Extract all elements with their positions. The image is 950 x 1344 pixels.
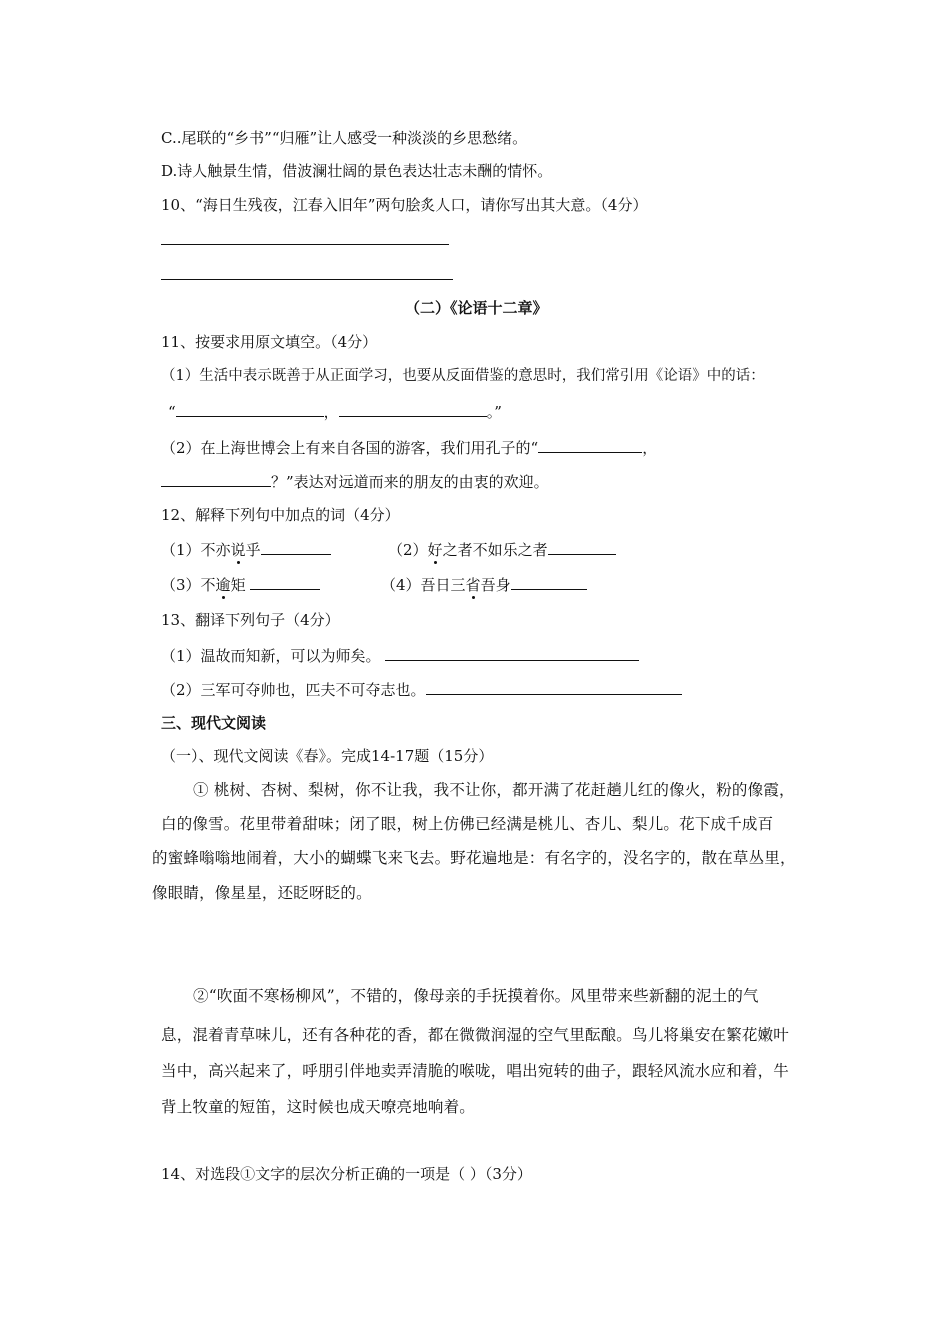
fill-blank[interactable] (261, 539, 331, 555)
question-13-sentence-1 (161, 645, 639, 666)
fill-blank[interactable] (511, 574, 587, 590)
close-quote: 。” (486, 403, 502, 421)
fill-blank[interactable] (548, 539, 616, 555)
text: （2）三军可夺帅也，匹夫不可夺志也。 (161, 681, 426, 699)
passage-p1-line-2: 白的像雪。花里带着甜味；闭了眼，树上仿佛已经满是桃儿、杏儿、梨儿。花下成千成百 (161, 815, 774, 833)
text: ？”表达对远道而来的朋友的由衷的欢迎。 (271, 473, 549, 491)
section-title-modern: 三、现代文阅读 (161, 714, 267, 732)
fill-blank[interactable] (176, 401, 324, 417)
dotted-word: 好 (427, 541, 443, 559)
fill-blank[interactable] (385, 645, 639, 661)
text: （3）不 (161, 576, 216, 594)
section-title-lunyu: （二）《论语十二章》 (405, 299, 548, 317)
text: （4）吾日三 (381, 576, 466, 594)
option-c: C..尾联的“乡书”“归雁”让人感受一种淡淡的乡思愁绪。 (161, 129, 528, 147)
question-12-item-1 (161, 539, 331, 560)
question-11-part-1: （1）生活中表示既善于从正面学习，也要从反面借鉴的意思时，我们常引用《论语》中的话： (161, 368, 765, 384)
question-12-item-2 (388, 539, 616, 560)
passage-p2-line-1: ②“吹面不寒杨柳风”，不错的，像母亲的手抚摸着你。风里带来些新翻的泥土的气 (193, 987, 759, 1005)
comma: ， (323, 403, 339, 421)
question-11: 11、按要求用原文填空。（4分） (161, 333, 378, 351)
fill-blank[interactable] (161, 471, 271, 487)
comma: ， (642, 439, 658, 457)
passage-p1-line-1: ① 桃树、杏树、梨树，你不让我，我不让你，都开满了花赶趟儿红的像火，粉的像霞， (193, 781, 795, 799)
fill-blank[interactable] (339, 401, 487, 417)
text: 之者不如乐之者 (442, 541, 548, 559)
text: （2）在上海世博会上有来自各国的游客，我们用孔子的“ (161, 439, 539, 457)
question-10: 10、“海日生残夜，江春入旧年”两句脍炙人口，请你写出其大意。（4分） (161, 196, 648, 214)
text: （1）不亦 (161, 541, 231, 559)
passage-p1-line-3: 的蜜蜂嗡嗡地闹着，大小的蝴蝶飞来飞去。野花遍地是：有名字的，没名字的，散在草丛里， (152, 849, 796, 867)
section-subtitle: （一）、现代文阅读《春》。完成14-17题（15分） (161, 747, 494, 765)
text: （1）温故而知新，可以为师矣。 (161, 647, 381, 665)
question-12-item-3 (161, 574, 320, 595)
question-14: 14、对选段①文字的层次分析正确的一项是（ ）（3分） (161, 1165, 532, 1183)
option-d: D.诗人触景生情，借波澜壮阔的景色表达壮志未酬的情怀。 (161, 162, 553, 180)
fill-blank[interactable] (538, 437, 642, 453)
fill-blank[interactable] (250, 574, 320, 590)
question-12: 12、解释下列句中加点的词（4分） (161, 506, 400, 524)
dotted-word: 说 (230, 541, 246, 559)
question-13-sentence-2 (161, 679, 682, 700)
dotted-word: 逾 (215, 576, 231, 594)
text: 乎 (245, 541, 261, 559)
text: 吾身 (480, 576, 511, 594)
passage-p2-line-4: 背上牧童的短笛，这时候也成天嘹亮地响着。 (161, 1098, 476, 1116)
text: 矩 (230, 576, 251, 594)
question-11-part-2 (161, 437, 657, 458)
answer-line-1[interactable] (161, 244, 449, 245)
question-12-item-4 (381, 574, 587, 595)
answer-line-2[interactable] (161, 279, 453, 280)
passage-p2-line-2: 息，混着青草味儿，还有各种花的香，都在微微润湿的空气里酝酿。鸟儿将巢安在繁花嫩叶 (161, 1026, 790, 1044)
text: （2） (388, 541, 428, 559)
question-11-part-2-cont (161, 471, 549, 492)
fill-blank[interactable] (426, 679, 682, 695)
passage-p2-line-3: 当中，高兴起来了，呼朋引伴地卖弄清脆的喉咙，唱出宛转的曲子，跟轻风流水应和着，牛 (161, 1062, 790, 1080)
question-11-part-1-blanks (168, 401, 502, 422)
passage-p1-line-4: 像眼睛，像星星，还眨呀眨的。 (152, 884, 372, 902)
dotted-word: 省 (465, 576, 481, 594)
question-13: 13、翻译下列句子（4分） (161, 611, 340, 629)
open-quote: “ (168, 403, 176, 421)
